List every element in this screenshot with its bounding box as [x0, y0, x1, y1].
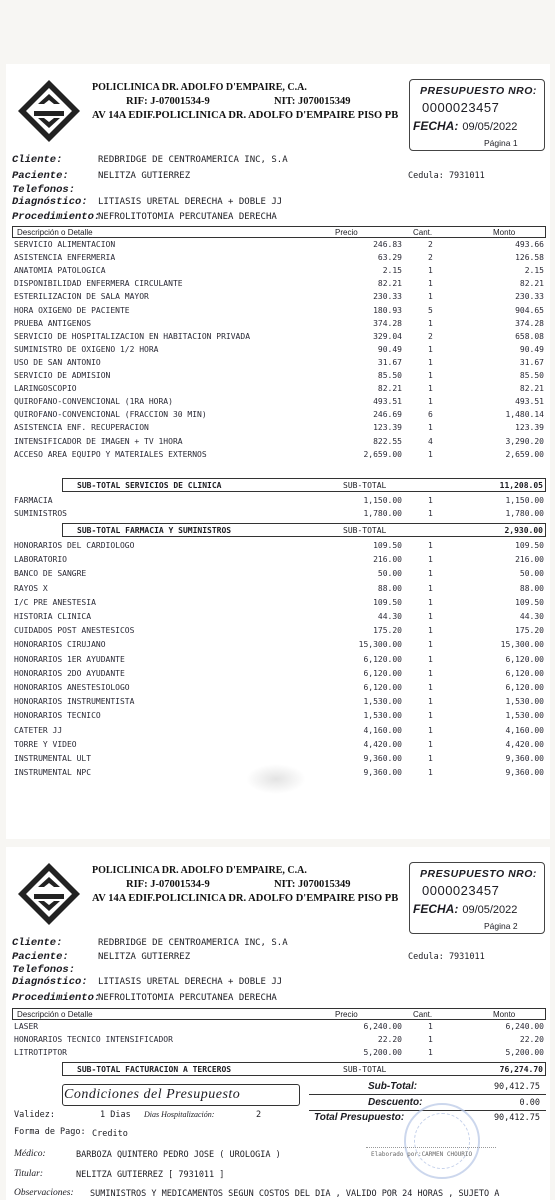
- telefonos-line: [12, 184, 75, 196]
- row-price: 2,659.00: [363, 449, 402, 459]
- row-description: USO DE SAN ANTONIO: [14, 357, 101, 367]
- table-row: [12, 396, 546, 408]
- procedimiento-label: Procedimiento:: [12, 211, 101, 223]
- paciente-label: Paciente:: [12, 951, 69, 963]
- table-row: [12, 291, 546, 303]
- row-quantity: 1: [428, 384, 433, 394]
- company-address: AV 14A EDIF.POLICLINICA DR. ADOLFO D'EMPAIRE PISO PB: [92, 893, 399, 904]
- row-amount: 9,360.00: [505, 768, 544, 778]
- table-row: [12, 682, 546, 694]
- table-row: [12, 739, 546, 751]
- row-description: HONORARIOS TECNICO: [14, 711, 101, 721]
- row-description: QUIROFANO-CONVENCIONAL (1RA HORA): [14, 397, 173, 407]
- procedimiento-line: [12, 211, 277, 223]
- row-price: 1,530.00: [363, 711, 402, 721]
- table-row: [12, 625, 546, 637]
- row-quantity: 1: [428, 654, 433, 664]
- row-quantity: 1: [428, 597, 433, 607]
- diagnostico-line: [12, 976, 283, 988]
- row-description: I/C PRE ANESTESIA: [14, 597, 96, 607]
- conditions-title: Condiciones del Presupuesto: [64, 1087, 241, 1102]
- col-monto: Monto: [493, 1010, 516, 1019]
- diagnostico-line: [12, 196, 283, 208]
- row-description: TORRE Y VIDEO: [14, 739, 77, 749]
- row-description: SERVICIO ALIMENTACION: [14, 240, 116, 249]
- table-row: [12, 370, 546, 382]
- budget-date: [413, 119, 517, 133]
- row-price: 88.00: [377, 583, 402, 593]
- row-quantity: 6: [428, 410, 433, 420]
- row-price: 246.83: [373, 240, 402, 249]
- row-price: 15,300.00: [358, 640, 402, 650]
- table-row: [12, 654, 546, 666]
- row-quantity: 5: [428, 305, 433, 315]
- table-row: [12, 305, 546, 317]
- subtotal-farmacia-label: SUB-TOTAL FARMACIA Y SUMINISTROS: [77, 526, 232, 535]
- company-rif: RIF: J-07001534-9: [126, 96, 210, 107]
- row-price: 9,360.00: [363, 768, 402, 778]
- row-description: SERVICIO DE ADMISION: [14, 371, 111, 380]
- subtotal-label: Sub-Total:: [368, 1081, 418, 1092]
- row-price: 175.20: [373, 626, 402, 636]
- col-precio: Precio: [335, 1010, 358, 1019]
- row-quantity: 1: [428, 711, 433, 721]
- row-price: 6,120.00: [363, 654, 402, 664]
- row-price: 5,200.00: [363, 1048, 402, 1058]
- row-amount: 82.21: [519, 384, 544, 394]
- table-row: [12, 449, 546, 461]
- row-description: HONORARIOS 1ER AYUDANTE: [14, 654, 125, 664]
- row-description: ANATOMIA PATOLOGICA: [14, 266, 106, 276]
- paciente-line: [12, 951, 191, 963]
- stamp-seal-inner: [414, 1113, 470, 1169]
- row-quantity: 1: [428, 668, 433, 678]
- observaciones-value: SUMINISTROS Y MEDICAMENTOS SEGUN COSTOS DEL DIA , VALIDO POR 24 HORAS , SUJETO A: [90, 1189, 500, 1199]
- row-quantity: 1: [428, 697, 433, 707]
- row-quantity: 1: [428, 292, 433, 302]
- table-row: [12, 583, 546, 595]
- medico-label: Médico:: [14, 1149, 46, 1159]
- paciente-label: Paciente:: [12, 170, 69, 182]
- subtotal-terceros: [62, 1062, 546, 1076]
- table-row: [12, 1034, 546, 1046]
- cliente-line: [12, 154, 288, 166]
- row-amount: 50.00: [519, 569, 544, 579]
- row-description: HONORARIOS INSTRUMENTISTA: [14, 697, 135, 707]
- divider: [309, 1094, 546, 1095]
- row-quantity: 1: [428, 1048, 433, 1058]
- row-quantity: 1: [428, 541, 433, 550]
- row-amount: 1,150.00: [505, 496, 544, 505]
- row-quantity: 4: [428, 436, 433, 446]
- row-amount: 1,780.00: [505, 508, 544, 518]
- table-row: [12, 639, 546, 651]
- row-price: 109.50: [373, 541, 402, 550]
- table-row: [12, 265, 546, 277]
- total-label: Total Presupuesto:: [314, 1112, 405, 1123]
- telefonos-label: Telefonos:: [12, 184, 76, 196]
- row-description: PRUEBA ANTIGENOS: [14, 318, 92, 328]
- row-quantity: 1: [428, 768, 433, 778]
- procedimiento-value: NEFROLITOTOMIA PERCUTANEA DERECHA: [98, 212, 277, 222]
- subtotal-clinica-tag: SUB-TOTAL: [343, 481, 387, 490]
- row-description: INSTRUMENTAL NPC: [14, 768, 92, 778]
- row-description: INTENSIFICADOR DE IMAGEN + TV 1HORA: [14, 436, 183, 446]
- cedula: Cedula: 7931011: [408, 952, 485, 962]
- date-label: FECHA:: [413, 119, 459, 133]
- row-description: SERVICIO DE HOSPITALIZACION EN HABITACION PRIVADA: [14, 331, 251, 341]
- paciente-line: [12, 170, 191, 182]
- table-row: [12, 495, 546, 507]
- row-price: 329.04: [373, 331, 402, 341]
- descuento-label: Descuento:: [368, 1097, 423, 1108]
- row-price: 82.21: [377, 384, 402, 394]
- row-amount: 2,659.00: [505, 449, 544, 459]
- titular-value: NELITZA GUTIERREZ [ 7931011 ]: [76, 1170, 225, 1180]
- clinic-logo-icon: [16, 78, 82, 144]
- row-amount: 1,530.00: [505, 697, 544, 707]
- row-amount: 90.49: [519, 344, 544, 354]
- page-number: Página 2: [484, 921, 518, 931]
- table-row: [12, 436, 546, 448]
- row-quantity: 1: [428, 739, 433, 749]
- table-row: [12, 568, 546, 580]
- diagnostico-value: LITIASIS URETAL DERECHA + DOBLE JJ: [98, 977, 283, 987]
- dias-hosp-label: Dias Hospitalización:: [144, 1110, 215, 1119]
- row-amount: 15,300.00: [500, 640, 544, 650]
- row-amount: 6,120.00: [505, 668, 544, 678]
- table-row: [12, 1047, 546, 1059]
- row-amount: 658.08: [515, 331, 544, 341]
- row-price: 374.28: [373, 318, 402, 328]
- subtotal-terceros-label: SUB-TOTAL FACTURACION A TERCEROS: [77, 1065, 232, 1074]
- signature-line: [366, 1147, 496, 1148]
- row-quantity: 1: [428, 626, 433, 636]
- procedimiento-line: [12, 992, 277, 1004]
- table-row: [12, 239, 546, 251]
- company-rif: RIF: J-07001534-9: [126, 879, 210, 890]
- row-price: 6,120.00: [363, 668, 402, 678]
- row-quantity: 1: [428, 508, 433, 518]
- row-amount: 493.66: [515, 240, 544, 249]
- row-description: HONORARIOS CIRUJANO: [14, 640, 106, 650]
- table-header: [12, 1008, 546, 1020]
- row-price: 493.51: [373, 397, 402, 407]
- table-row: [12, 597, 546, 609]
- date-value: 09/05/2022: [462, 904, 518, 916]
- row-quantity: 1: [428, 357, 433, 367]
- row-quantity: 1: [428, 583, 433, 593]
- col-precio: Precio: [335, 228, 358, 237]
- row-price: 85.50: [377, 371, 402, 380]
- row-description: HONORARIOS DEL CARDIOLOGO: [14, 541, 135, 550]
- row-quantity: 2: [428, 240, 433, 249]
- row-quantity: 1: [428, 1022, 433, 1031]
- paciente-value: NELITZA GUTIERREZ: [98, 171, 191, 181]
- subtotal-value: 90,412.75: [493, 1082, 540, 1092]
- row-quantity: 1: [428, 266, 433, 276]
- row-amount: 4,420.00: [505, 739, 544, 749]
- page-number: Página 1: [484, 138, 518, 148]
- titular-label: Titular:: [14, 1169, 44, 1179]
- medico-value: BARBOZA QUINTERO PEDRO JOSE ( UROLOGIA ): [76, 1150, 281, 1160]
- table-row: [12, 331, 546, 343]
- row-amount: 4,160.00: [505, 725, 544, 735]
- subtotal-terceros-value: 76,274.70: [499, 1065, 543, 1074]
- cliente-label: Cliente:: [12, 937, 63, 949]
- row-amount: 109.50: [515, 541, 544, 550]
- row-description: SUMINISTRO DE OXIGENO 1/2 HORA: [14, 344, 159, 354]
- table-row: [12, 710, 546, 722]
- company-nit: NIT: J070015349: [274, 879, 351, 890]
- row-price: 216.00: [373, 555, 402, 565]
- budget-number-label: PRESUPUESTO NRO:: [420, 85, 537, 97]
- row-amount: 1,530.00: [505, 711, 544, 721]
- budget-number: 0000023457: [422, 100, 500, 115]
- diagnostico-label: Diagnóstico:: [12, 976, 88, 988]
- row-quantity: 1: [428, 496, 433, 505]
- procedimiento-value: NEFROLITOTOMIA PERCUTANEA DERECHA: [98, 993, 277, 1003]
- table-row: [12, 508, 546, 520]
- table-row: [12, 668, 546, 680]
- budget-box: [409, 862, 545, 934]
- row-price: 246.69: [373, 410, 402, 420]
- row-price: 1,150.00: [363, 496, 402, 505]
- row-amount: 230.33: [515, 292, 544, 302]
- row-quantity: 1: [428, 569, 433, 579]
- validez-label: Validez:: [14, 1110, 55, 1120]
- row-description: ACCESO AREA EQUIPO Y MATERIALES EXTERNOS: [14, 449, 207, 459]
- row-amount: 82.21: [519, 279, 544, 289]
- row-amount: 126.58: [515, 253, 544, 263]
- date-label: FECHA:: [413, 902, 459, 916]
- cliente-label: Cliente:: [12, 154, 63, 166]
- company-name: POLICLINICA DR. ADOLFO D'EMPAIRE, C.A.: [92, 865, 307, 876]
- telefonos-line: [12, 964, 75, 976]
- subtotal-farmacia-tag: SUB-TOTAL: [343, 526, 387, 535]
- row-amount: 31.67: [519, 357, 544, 367]
- row-amount: 2.15: [524, 266, 544, 276]
- table-row: [12, 278, 546, 290]
- row-amount: 9,360.00: [505, 754, 544, 763]
- table-row: [12, 357, 546, 369]
- col-desc: Descripción o Detalle: [17, 228, 93, 237]
- row-quantity: 1: [428, 725, 433, 735]
- row-description: HISTORIA CLINICA: [14, 612, 92, 621]
- table-row: [12, 422, 546, 434]
- row-amount: 493.51: [515, 397, 544, 407]
- subtotal-farmacia-value: 2,930.00: [504, 526, 543, 535]
- table-row: [12, 725, 546, 737]
- row-amount: 44.30: [519, 612, 544, 621]
- cliente-line: [12, 937, 288, 949]
- forma-pago-value: Credito: [92, 1129, 128, 1139]
- row-price: 1,530.00: [363, 697, 402, 707]
- row-price: 230.33: [373, 292, 402, 302]
- table-row: [12, 252, 546, 264]
- row-description: DISPONIBILIDAD ENFERMERA CIRCULANTE: [14, 279, 183, 289]
- row-price: 180.93: [373, 305, 402, 315]
- row-quantity: 1: [428, 555, 433, 565]
- subtotal-terceros-tag: SUB-TOTAL: [343, 1065, 387, 1074]
- row-price: 6,240.00: [363, 1022, 402, 1031]
- row-description: BANCO DE SANGRE: [14, 569, 87, 579]
- subtotal-clinica: [62, 478, 546, 492]
- descuento-value: 0.00: [519, 1098, 540, 1108]
- observaciones-label: Observaciones:: [14, 1188, 74, 1198]
- row-description: SUMINISTROS: [14, 508, 67, 518]
- row-quantity: 1: [428, 318, 433, 328]
- row-description: INSTRUMENTAL ULT: [14, 754, 92, 763]
- telefonos-label: Telefonos:: [12, 964, 76, 976]
- row-quantity: 1: [428, 423, 433, 433]
- row-quantity: 1: [428, 612, 433, 621]
- row-description: ASISTENCIA ENF. RECUPERACION: [14, 423, 149, 433]
- elaborado-por: Elaborado por:CARMEN CHOURIO: [371, 1151, 473, 1158]
- budget-number: 0000023457: [422, 883, 500, 898]
- row-description: HONORARIOS ANESTESIOLOGO: [14, 683, 130, 692]
- row-description: CUIDADOS POST ANESTESICOS: [14, 626, 135, 636]
- table-row: [12, 767, 546, 779]
- row-amount: 6,240.00: [505, 1022, 544, 1031]
- table-header: [12, 226, 546, 238]
- table-row: [12, 383, 546, 395]
- company-name: POLICLINICA DR. ADOLFO D'EMPAIRE, C.A.: [92, 82, 307, 93]
- row-quantity: 1: [428, 683, 433, 692]
- forma-pago-label: Forma de Pago:: [14, 1127, 86, 1137]
- validez-value: 1 Dias: [100, 1110, 131, 1120]
- clinic-logo-icon: [16, 861, 82, 927]
- row-quantity: 1: [428, 449, 433, 459]
- row-price: 31.67: [377, 357, 402, 367]
- row-amount: 85.50: [519, 371, 544, 380]
- row-description: LARINGOSCOPIO: [14, 384, 77, 394]
- row-quantity: 1: [428, 344, 433, 354]
- row-description: CATETER JJ: [14, 725, 63, 735]
- date-value: 09/05/2022: [462, 121, 518, 133]
- row-quantity: 1: [428, 1035, 433, 1045]
- table-row: [12, 409, 546, 421]
- row-quantity: 1: [428, 371, 433, 380]
- row-price: 123.39: [373, 423, 402, 433]
- row-description: QUIROFANO-CONVENCIONAL (FRACCION 30 MIN): [14, 410, 207, 420]
- table-row: [12, 753, 546, 765]
- row-quantity: 2: [428, 331, 433, 341]
- table-row: [12, 344, 546, 356]
- diagnostico-label: Diagnóstico:: [12, 196, 88, 208]
- row-description: LASER: [14, 1022, 39, 1031]
- row-amount: 5,200.00: [505, 1048, 544, 1058]
- table-row: [12, 1021, 546, 1033]
- row-price: 1,780.00: [363, 508, 402, 518]
- budget-page-2: [6, 847, 550, 1200]
- row-quantity: 1: [428, 279, 433, 289]
- row-description: ASISTENCIA ENFERMERIA: [14, 253, 116, 263]
- row-price: 90.49: [377, 344, 402, 354]
- procedimiento-label: Procedimiento:: [12, 992, 101, 1004]
- table-row: [12, 611, 546, 623]
- row-amount: 216.00: [515, 555, 544, 565]
- cliente-value: REDBRIDGE DE CENTROAMERICA INC, S.A: [98, 155, 288, 165]
- row-description: RAYOS X: [14, 583, 48, 593]
- row-description: HONORARIOS TECNICO INTENSIFICADOR: [14, 1035, 173, 1045]
- row-price: 44.30: [377, 612, 402, 621]
- dias-hosp-value: 2: [256, 1110, 262, 1120]
- row-price: 82.21: [377, 279, 402, 289]
- subtotal-row: [312, 1081, 542, 1093]
- row-amount: 6,120.00: [505, 654, 544, 664]
- row-quantity: 1: [428, 754, 433, 763]
- subtotal-farmacia: [62, 523, 546, 537]
- col-desc: Descripción o Detalle: [17, 1010, 93, 1019]
- row-price: 4,160.00: [363, 725, 402, 735]
- row-price: 109.50: [373, 597, 402, 607]
- row-amount: 904.65: [515, 305, 544, 315]
- row-price: 822.55: [373, 436, 402, 446]
- subtotal-clinica-value: 11,208.05: [499, 481, 543, 490]
- row-description: LABORATORIO: [14, 555, 67, 565]
- diagnostico-value: LITIASIS URETAL DERECHA + DOBLE JJ: [98, 197, 283, 207]
- cedula: Cedula: 7931011: [408, 171, 485, 181]
- table-row: [12, 696, 546, 708]
- row-price: 6,120.00: [363, 683, 402, 692]
- row-price: 2.15: [382, 266, 402, 276]
- row-amount: 109.50: [515, 597, 544, 607]
- row-amount: 22.20: [519, 1035, 544, 1045]
- row-price: 63.29: [377, 253, 402, 263]
- row-price: 9,360.00: [363, 754, 402, 763]
- row-description: FARMACIA: [14, 496, 53, 505]
- budget-date: [413, 902, 517, 916]
- row-price: 22.20: [377, 1035, 402, 1045]
- row-amount: 88.00: [519, 583, 544, 593]
- budget-number-label: PRESUPUESTO NRO:: [420, 868, 537, 880]
- row-price: 4,420.00: [363, 739, 402, 749]
- paciente-value: NELITZA GUTIERREZ: [98, 952, 191, 962]
- budget-page-1: [6, 64, 550, 839]
- budget-box: [409, 79, 545, 151]
- row-price: 50.00: [377, 569, 402, 579]
- company-nit: NIT: J070015349: [274, 96, 351, 107]
- row-amount: 1,480.14: [505, 410, 544, 420]
- row-description: LITROTIPTOR: [14, 1048, 67, 1058]
- row-description: HORA OXIGENO DE PACIENTE: [14, 305, 130, 315]
- row-quantity: 1: [428, 640, 433, 650]
- col-cant: Cant.: [413, 1010, 433, 1019]
- row-amount: 123.39: [515, 423, 544, 433]
- row-amount: 175.20: [515, 626, 544, 636]
- table-row: [12, 554, 546, 566]
- cliente-value: REDBRIDGE DE CENTROAMERICA INC, S.A: [98, 938, 288, 948]
- company-address: AV 14A EDIF.POLICLINICA DR. ADOLFO D'EMPAIRE PISO PB: [92, 110, 399, 121]
- row-quantity: 1: [428, 397, 433, 407]
- row-description: HONORARIOS 2DO AYUDANTE: [14, 668, 125, 678]
- row-amount: 6,120.00: [505, 683, 544, 692]
- row-quantity: 2: [428, 253, 433, 263]
- col-monto: Monto: [493, 228, 516, 237]
- table-row: [12, 318, 546, 330]
- col-cant: Cant.: [413, 228, 433, 237]
- table-row: [12, 540, 546, 552]
- subtotal-clinica-label: SUB-TOTAL SERVICIOS DE CLINICA: [77, 481, 222, 490]
- row-amount: 374.28: [515, 318, 544, 328]
- total-value: 90,412.75: [493, 1113, 540, 1123]
- row-description: ESTERILIZACION DE SALA MAYOR: [14, 292, 149, 302]
- row-amount: 3,290.20: [505, 436, 544, 446]
